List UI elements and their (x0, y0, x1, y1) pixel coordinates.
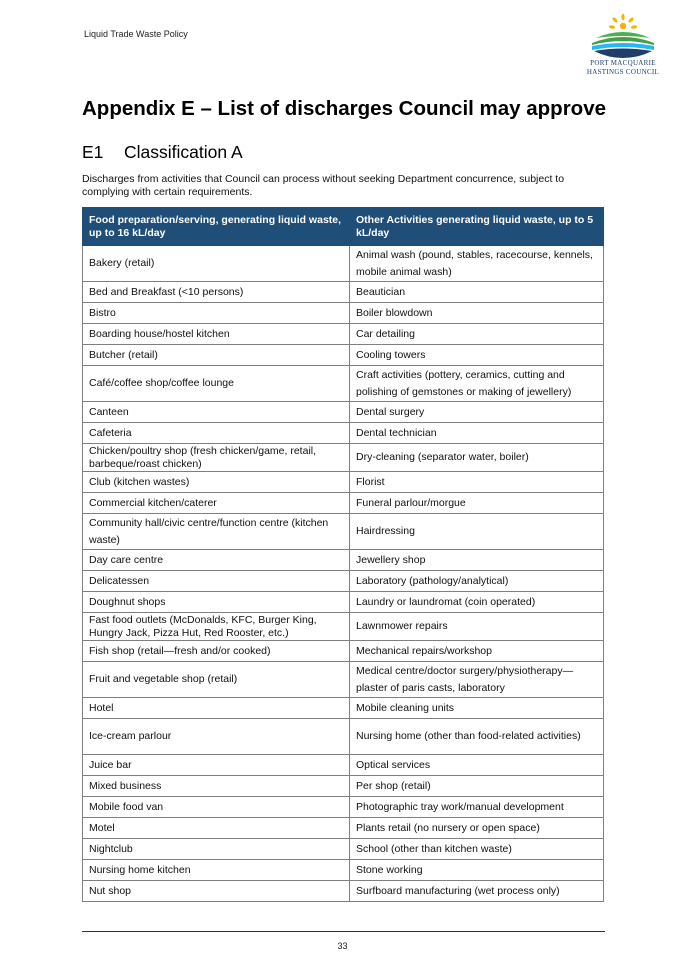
table-row (83, 776, 604, 797)
other-activity-cell: Animal wash (pound, stables, racecourse, kennels, mobile animal wash) (350, 246, 604, 282)
other-activity-cell: Dental surgery (350, 402, 604, 423)
other-activity-cell: Optical services (350, 755, 604, 776)
table-row (83, 698, 604, 719)
food-activity-cell: Nursing home kitchen (83, 860, 350, 881)
food-activity-cell: Hotel (83, 698, 350, 719)
food-activity-cell: Mixed business (83, 776, 350, 797)
other-activity-cell: Beautician (350, 282, 604, 303)
food-activity-cell: Chicken/poultry shop (fresh chicken/game, retail, barbeque/roast chicken) (83, 444, 350, 472)
other-activity-cell: Dental technician (350, 423, 604, 444)
table-row (83, 662, 604, 698)
other-activity-cell: Mechanical repairs/workshop (350, 641, 604, 662)
discharge-table (82, 207, 604, 902)
food-activity-cell: Juice bar (83, 755, 350, 776)
logo-text-line1: PORT MACQUARIE (590, 59, 656, 67)
table-row (83, 514, 604, 550)
appendix-heading: Appendix E – List of discharges Council may approve (82, 97, 607, 120)
table-row (83, 860, 604, 881)
intro-paragraph: Discharges from activities that Council can process without seeking Department concurrence, subject to complying with certain requirements. (82, 173, 565, 198)
food-activity-cell: Café/coffee shop/coffee lounge (83, 366, 350, 402)
other-activity-cell: Laundry or laundromat (coin operated) (350, 592, 604, 613)
food-activity-cell: Mobile food van (83, 797, 350, 818)
table-row (83, 881, 604, 902)
table-row (83, 246, 604, 282)
other-activity-cell: Car detailing (350, 324, 604, 345)
food-activity-cell: Delicatessen (83, 571, 350, 592)
food-activity-cell: Doughnut shops (83, 592, 350, 613)
table-row (83, 613, 604, 641)
section-title: Classification A (124, 142, 243, 162)
table-row (83, 719, 604, 755)
table-row (83, 303, 604, 324)
food-activity-cell: Boarding house/hostel kitchen (83, 324, 350, 345)
food-activity-cell: Commercial kitchen/caterer (83, 493, 350, 514)
food-activity-cell: Bed and Breakfast (<10 persons) (83, 282, 350, 303)
table-row (83, 755, 604, 776)
table-row (83, 797, 604, 818)
other-activity-cell: Lawnmower repairs (350, 613, 604, 641)
table-row (83, 345, 604, 366)
other-activity-cell: Surfboard manufacturing (wet process only) (350, 881, 604, 902)
column-header-other: Other Activities generating liquid waste, up to 5 kL/day (350, 208, 604, 246)
food-activity-cell: Nut shop (83, 881, 350, 902)
table-row (83, 571, 604, 592)
table-row (83, 818, 604, 839)
food-activity-cell: Community hall/civic centre/function centre (kitchen waste) (83, 514, 350, 550)
other-activity-cell: Medical centre/doctor surgery/physiotherapy—plaster of paris casts, laboratory (350, 662, 604, 698)
other-activity-cell: Hairdressing (350, 514, 604, 550)
other-activity-cell: Nursing home (other than food-related activities) (350, 719, 604, 755)
other-activity-cell: Florist (350, 472, 604, 493)
table-row (83, 592, 604, 613)
page-number: 33 (337, 941, 348, 951)
table-row (83, 444, 604, 472)
other-activity-cell: Laboratory (pathology/analytical) (350, 571, 604, 592)
table-header-row (83, 208, 604, 246)
table-row (83, 324, 604, 345)
sun-wave-icon (578, 12, 668, 60)
other-activity-cell: School (other than kitchen waste) (350, 839, 604, 860)
food-activity-cell: Fruit and vegetable shop (retail) (83, 662, 350, 698)
logo-text-line2: HASTINGS COUNCIL (586, 68, 660, 76)
section-number: E1 (82, 142, 104, 162)
food-activity-cell: Cafeteria (83, 423, 350, 444)
other-activity-cell: Dry-cleaning (separator water, boiler) (350, 444, 604, 472)
footer-divider (82, 931, 605, 932)
table-row (83, 550, 604, 571)
table-row (83, 493, 604, 514)
table-body (83, 246, 604, 902)
food-activity-cell: Motel (83, 818, 350, 839)
other-activity-cell: Plants retail (no nursery or open space) (350, 818, 604, 839)
food-activity-cell: Fish shop (retail—fresh and/or cooked) (83, 641, 350, 662)
other-activity-cell: Cooling towers (350, 345, 604, 366)
column-header-food: Food preparation/serving, generating liquid waste, up to 16 kL/day (83, 208, 350, 246)
document-title: Liquid Trade Waste Policy (84, 29, 188, 39)
food-activity-cell: Nightclub (83, 839, 350, 860)
food-activity-cell: Bistro (83, 303, 350, 324)
other-activity-cell: Per shop (retail) (350, 776, 604, 797)
other-activity-cell: Funeral parlour/morgue (350, 493, 604, 514)
other-activity-cell: Boiler blowdown (350, 303, 604, 324)
other-activity-cell: Jewellery shop (350, 550, 604, 571)
food-activity-cell: Day care centre (83, 550, 350, 571)
section-heading (82, 142, 243, 163)
table-row (83, 472, 604, 493)
table-row (83, 423, 604, 444)
food-activity-cell: Fast food outlets (McDonalds, KFC, Burger King, Hungry Jack, Pizza Hut, Red Rooster, etc.) (83, 613, 350, 641)
food-activity-cell: Canteen (83, 402, 350, 423)
other-activity-cell: Stone working (350, 860, 604, 881)
food-activity-cell: Bakery (retail) (83, 246, 350, 282)
other-activity-cell: Photographic tray work/manual development (350, 797, 604, 818)
other-activity-cell: Craft activities (pottery, ceramics, cutting and polishing of gemstones or making of jewellery) (350, 366, 604, 402)
table-row (83, 282, 604, 303)
food-activity-cell: Ice-cream parlour (83, 719, 350, 755)
table-row (83, 402, 604, 423)
table-row (83, 641, 604, 662)
food-activity-cell: Butcher (retail) (83, 345, 350, 366)
council-logo (578, 12, 668, 78)
table-row (83, 366, 604, 402)
table-row (83, 839, 604, 860)
other-activity-cell: Mobile cleaning units (350, 698, 604, 719)
food-activity-cell: Club (kitchen wastes) (83, 472, 350, 493)
